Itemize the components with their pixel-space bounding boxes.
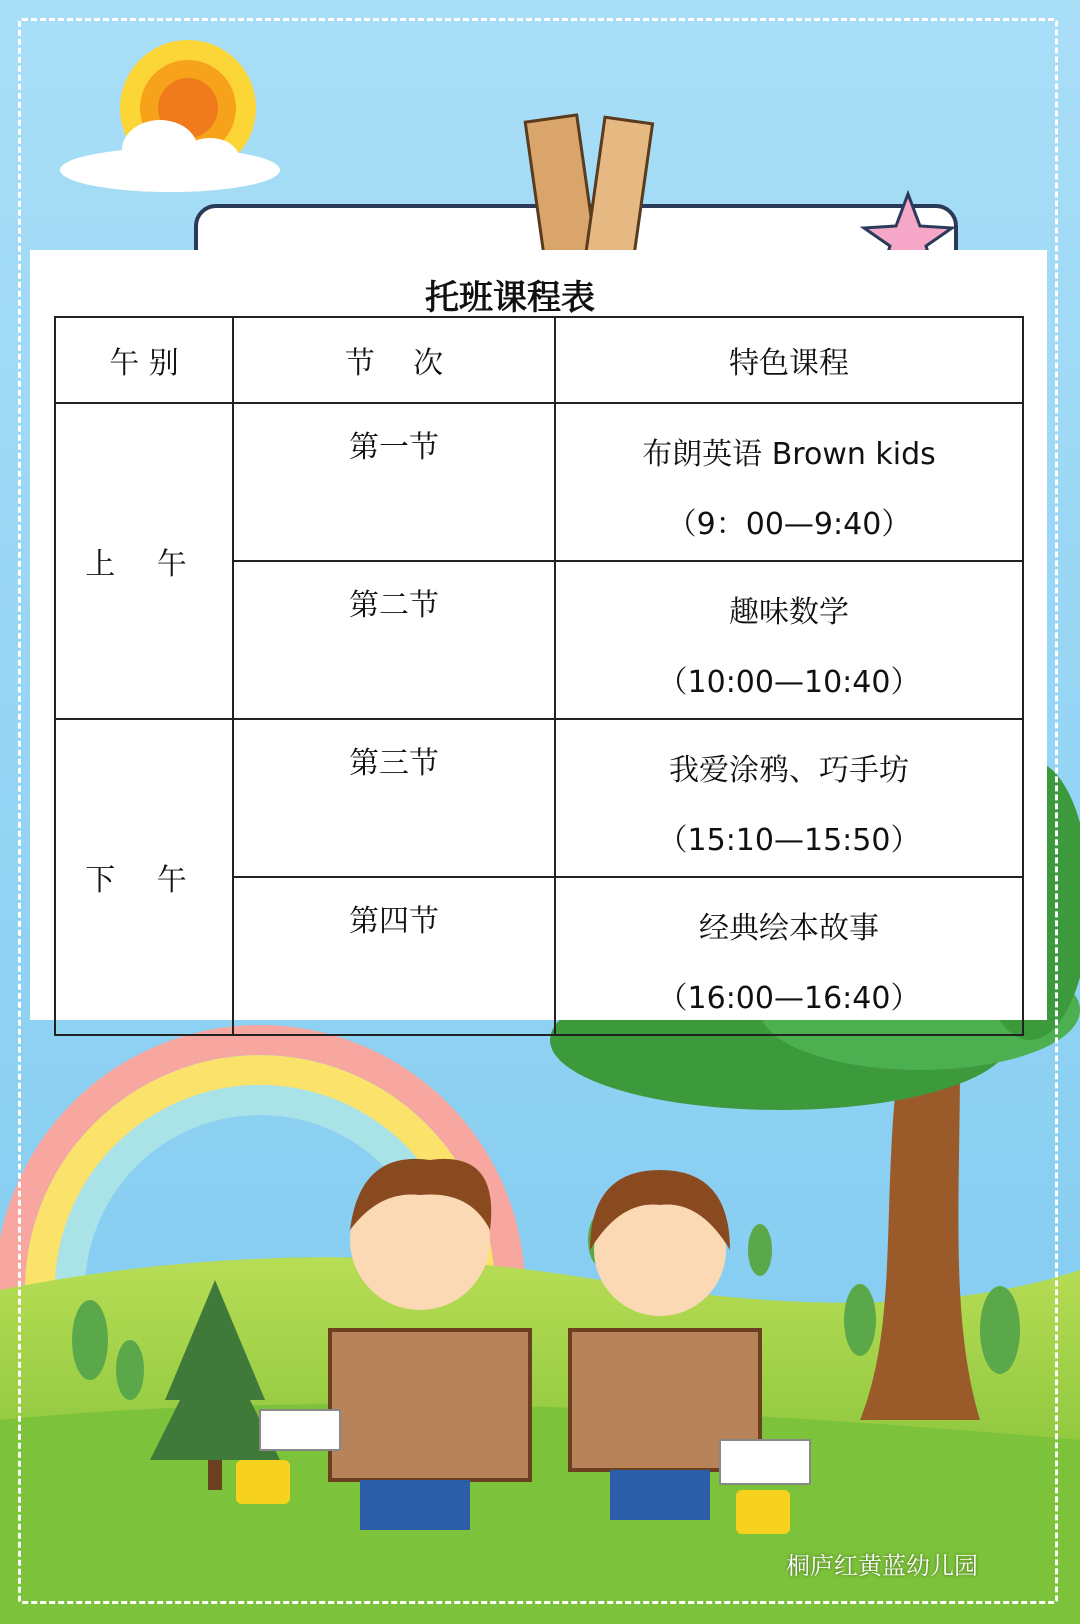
schedule-table [54,316,1024,1036]
table-row [55,719,1023,877]
course-time: （9：00—9:40） [666,507,912,542]
table-row [55,403,1023,561]
page-title: 托班课程表 [425,278,595,318]
session-cell: 第四节 [233,877,555,1035]
schedule-card [30,250,1047,1020]
course-cell [555,877,1023,1035]
course-name: 趣味数学 [729,595,849,630]
course-cell [555,719,1023,877]
kindergarten-logo-text: 桐庐红黄蓝幼儿园 [786,1552,978,1580]
course-cell [555,403,1023,561]
header-period: 午 别 [55,317,233,403]
period-afternoon: 下 午 [55,719,233,1035]
session-cell: 第三节 [233,719,555,877]
header-course: 特色课程 [555,317,1023,403]
course-name: 经典绘本故事 [699,911,879,946]
session-cell: 第二节 [233,561,555,719]
course-time: （16:00—16:40） [657,981,921,1016]
course-cell [555,561,1023,719]
header-session: 节 次 [233,317,555,403]
course-time: （15:10—15:50） [657,823,921,858]
period-morning: 上 午 [55,403,233,719]
table-header-row [55,317,1023,403]
course-name: 我爱涂鸦、巧手坊 [669,753,909,788]
course-time: （10:00—10:40） [657,665,921,700]
session-cell: 第一节 [233,403,555,561]
course-name: 布朗英语 Brown kids [642,437,936,472]
